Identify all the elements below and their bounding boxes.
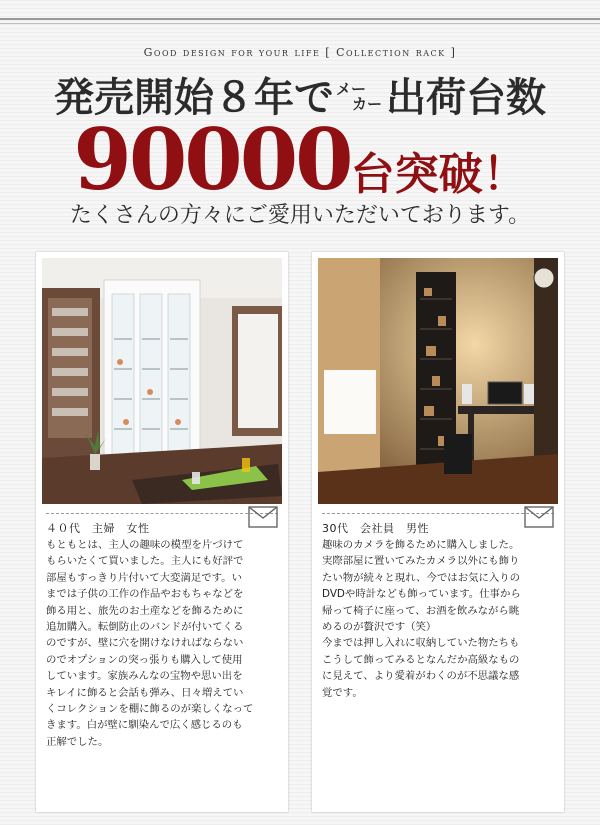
- mail-icon: [248, 506, 278, 528]
- testimonial-line: 追加購入。転倒防止のバンドが付いてくる: [46, 621, 244, 634]
- big-number-line: [0, 110, 600, 209]
- testimonial-line: 趣味のカメラを飾るために購入しました。: [322, 539, 520, 551]
- testimonial-line: きます。白が壁に馴染んで広く感じるのも: [46, 719, 243, 732]
- big-number: 90000: [73, 110, 351, 209]
- testimonial-person-2: 30代 会社員 男性: [322, 522, 429, 535]
- testimonial-line: たい物が続々と現れ、今ではお気に入りの: [322, 571, 521, 584]
- testimonial-line: 覚です。: [322, 686, 363, 699]
- testimonial-line: こうして飾ってみるとなんだか高級なもの: [322, 653, 520, 666]
- testimonial-card-1: [36, 252, 288, 812]
- testimonial-line: しています。家族みんなの宝物や思い出を: [46, 670, 243, 683]
- headline-stack-bottom: カー: [352, 95, 383, 113]
- dashed-divider: [46, 513, 278, 514]
- testimonial-line: めるのが贅沢です（笑）: [322, 621, 437, 634]
- headline-maker-stack: [336, 82, 384, 112]
- testimonial-body-1: [46, 537, 278, 750]
- testimonial-person-1: ４０代 主婦 女性: [46, 522, 150, 535]
- big-number-suffix: 台突破！: [350, 149, 527, 200]
- testimonial-line: 部屋もすっきり片付いて大変満足です。い: [46, 571, 242, 584]
- testimonial-card-2: [312, 252, 564, 812]
- subhead: たくさんの方々にご愛用いただいております。: [69, 203, 531, 228]
- top-rule-thin: [0, 23, 600, 24]
- testimonial-line: のですが、壁に穴を開けなければならない: [46, 637, 244, 650]
- testimonial-line: までは子供の工作の作品やおもちゃなどを: [46, 588, 244, 601]
- testimonial-body-2: [322, 537, 554, 701]
- testimonial-line: 今までは押し入れに収納していた物たちも: [322, 637, 520, 650]
- testimonial-line: 帰って椅子に座って、お酒を飲みながら眺: [322, 604, 520, 617]
- study-room-photo: [318, 258, 558, 504]
- testimonial-line: キレイに飾ると会話も弾み、日々増えてい: [46, 686, 244, 699]
- headline-stack-top: メー: [336, 80, 367, 98]
- kicker-text: Good design for your life [ Collection rack ]: [143, 46, 457, 59]
- testimonial-line: くコレクションを棚に飾るのが楽しくなって: [46, 703, 254, 716]
- testimonial-line: もらいたくて買いました。主人にも好評で: [46, 555, 244, 568]
- testimonial-line: のでオプションの突っ張りも購入して使用: [46, 653, 243, 666]
- testimonial-line: に見えて、より愛着がわくのが不思議な感: [322, 670, 520, 683]
- headline-part-2: 出荷台数: [386, 74, 546, 121]
- living-room-photo: [42, 258, 282, 504]
- headline-part-1: 発売開始８年で: [54, 74, 334, 121]
- testimonial-line: もともとは、主人の趣味の模型を片づけて: [46, 539, 244, 551]
- top-rule: [0, 18, 600, 20]
- testimonial-line: 実際部屋に置いてみたカメラ以外にも飾り: [322, 555, 520, 568]
- testimonial-line: DVDや時計なども飾っています。仕事から: [322, 588, 521, 601]
- mail-icon: [524, 506, 554, 528]
- dashed-divider: [322, 513, 554, 514]
- testimonial-line: 正解でした。: [46, 735, 109, 748]
- testimonial-line: 飾る用と、旅先のお土産などを飾るために: [46, 604, 244, 617]
